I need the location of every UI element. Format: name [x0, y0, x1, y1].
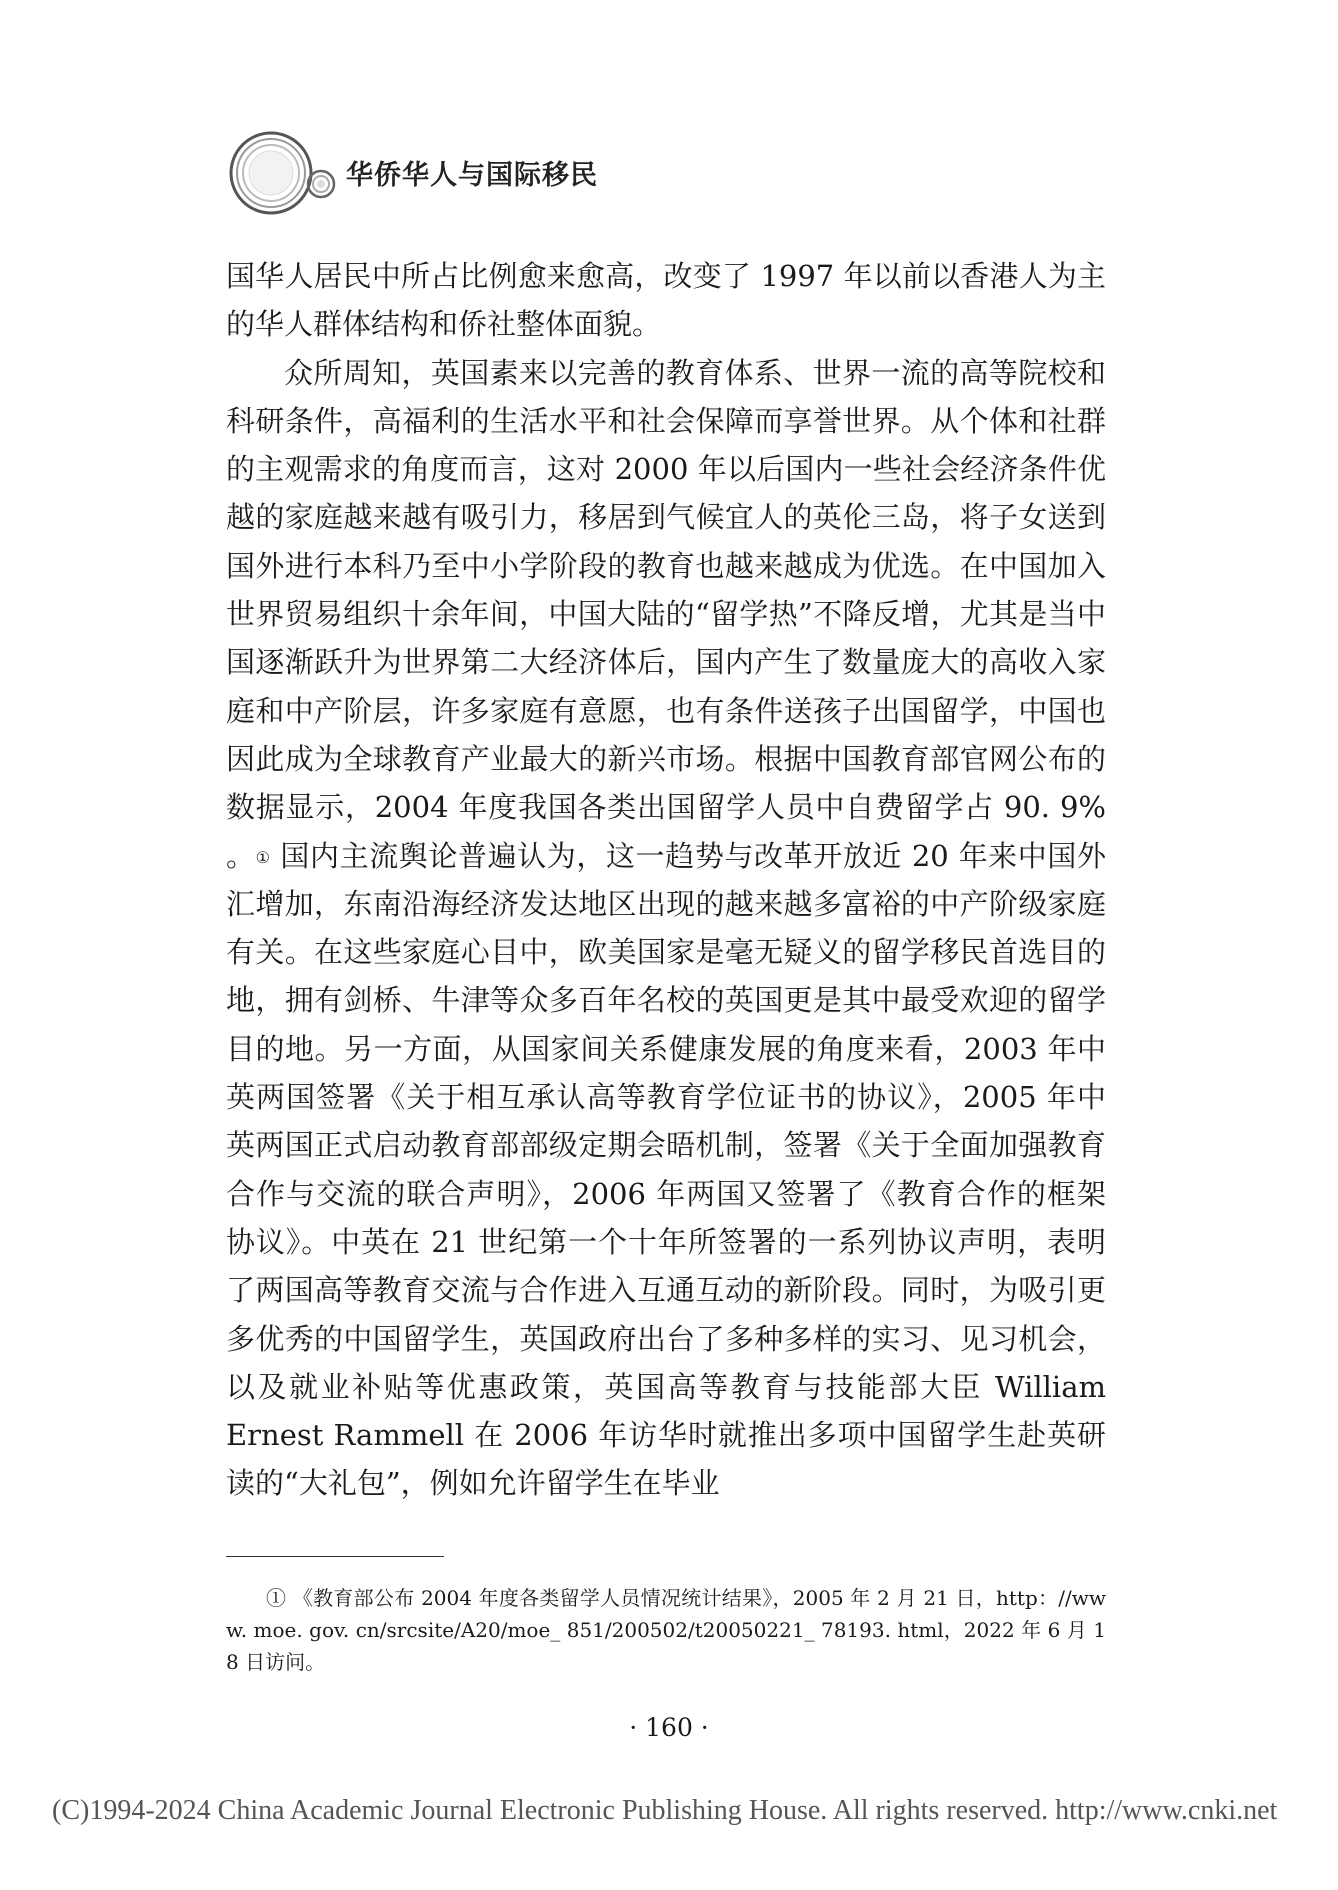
running-header-title: 华侨华人与国际移民	[346, 160, 598, 191]
paragraph-1: 国华人居民中所占比例愈来愈高，改变了 1997 年以前以香港人为主的华人群体结构和侨社整体面貌。	[226, 259, 1106, 342]
paragraph-2-text-b: 国内主流舆论普遍认为，这一趋势与改革开放近 20 年来中国外汇增加，东南沿海经济发达地区出现的越来越多富裕的中产阶级家庭有关。在这些家庭心目中，欧美国家是毫无疑义的留学移民首选目的地，拥有剑桥、牛津等众多百年名校的英国更是其中最受欢迎的留学目的地。另一方面，从国家间关系健康发展的角度来看，2003 年中英两国签署《关于相互承认高等教育学位证书的协议》，2005 年中英两国正式启动教育部部级定期会晤机制，签署《关于全面加强教育合作与交流的联合声明》，2006 年两国又签署了《教育合作的框架协议》。中英在 21 世纪第一个十年所签署的一系列协议声明，表明了两国高等教育交流与合作进入互通互动的新阶段。同时，为吸引更多优秀的中国留学生，英国政府出台了多种多样的实习、见习机会，以及就业补贴等优惠政策，英国高等教育与技能部大臣 William Ernest Rammell 在 2006 年访华时就推出多项中国留学生赴英研读的“大礼包”，例如允许留学生在毕业	[226, 838, 1106, 1501]
running-header	[226, 125, 926, 225]
footnote: ① 《教育部公布 2004 年度各类留学人员情况统计结果》，2005 年 2 月 21 日，http：//www. moe. gov. cn/srcsite/A20/moe_ 851/200502/t20050221_ 78193. html，2022 年 6 月 18 日访问。	[226, 1586, 1106, 1674]
footnote-divider	[226, 1556, 444, 1557]
paragraph-2-text-a: 众所周知，英国素来以完善的教育体系、世界一流的高等院校和科研条件，高福利的生活水平和社会保障而享誉世界。从个体和社群的主观需求的角度而言，这对 2000 年以后国内一些社会经济条件优越的家庭越来越有吸引力，移居到气候宜人的英伦三岛，将子女送到国外进行本科乃至中小学阶段的教育也越来越成为优选。在中国加入世界贸易组织十余年间，中国大陆的“留学热”不降反增，尤其是当中国逐渐跃升为世界第二大经济体后，国内产生了数量庞大的高收入家庭和中产阶层，许多家庭有意愿，也有条件送孩子出国留学，中国也因此成为全球教育产业最大的新兴市场。根据中国教育部官网公布的数据显示，2004 年度我国各类出国留学人员中自费留学占 90. 9% 。	[226, 355, 1106, 873]
page-number: · 160 ·	[629, 1713, 709, 1742]
paragraph-2	[226, 349, 1106, 1508]
body-text	[226, 252, 1106, 1508]
copyright-watermark: (C)1994-2024 China Academic Journal Electronic Publishing House. All rights reserved. http://www.cnki.net	[52, 1795, 1278, 1826]
concentric-rings-icon	[226, 125, 341, 225]
footnote-reference[interactable]: ①	[255, 847, 271, 867]
